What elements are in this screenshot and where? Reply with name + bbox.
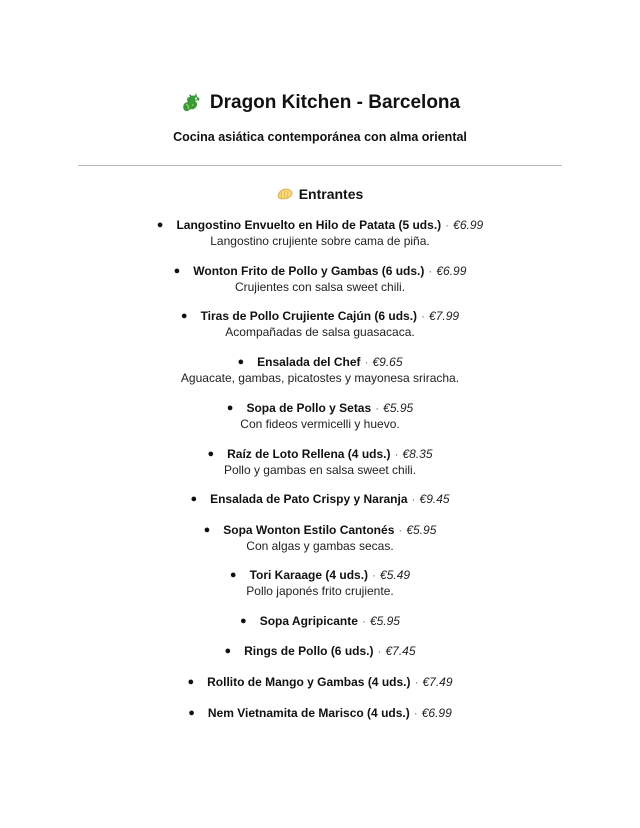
menu-item — [0, 400, 640, 432]
bullet-icon: ● — [237, 356, 245, 368]
title-text: Dragon Kitchen - Barcelona — [209, 92, 461, 113]
menu-item-description: Con algas y gambas secas. — [246, 539, 394, 553]
bullet-icon: ● — [240, 615, 247, 627]
menu-item — [0, 217, 640, 249]
price-separator: · — [372, 568, 377, 582]
section-title: Entrantes — [298, 186, 364, 202]
price-separator: · — [375, 401, 380, 415]
menu-item-price: €6.99 — [421, 706, 452, 720]
price-separator: · — [414, 675, 419, 689]
menu-item — [0, 522, 640, 554]
bullet-icon: ● — [207, 448, 215, 460]
menu-item-line — [0, 446, 640, 462]
menu-item-price: €5.95 — [406, 523, 437, 537]
dumpling-icon — [277, 188, 293, 200]
bullet-icon: ● — [188, 707, 195, 719]
menu-item-description: Crujientes con salsa sweet chili. — [234, 280, 406, 294]
menu-item-name: Tori Karaage (4 uds.) — [249, 568, 369, 582]
bullet-icon: ● — [226, 402, 234, 414]
section-heading — [0, 186, 640, 202]
menu-item-price: €6.99 — [453, 218, 484, 232]
price-separator: · — [411, 492, 416, 506]
bullet-icon: ● — [173, 265, 181, 277]
menu-item-description: Con fideos vermicelli y huevo. — [240, 417, 400, 431]
dragon-icon — [180, 92, 202, 114]
menu-item-description: Pollo japonés frito crujiente. — [246, 584, 394, 598]
horizontal-divider — [78, 165, 562, 166]
menu-item-price: €9.65 — [372, 355, 403, 369]
bullet-icon: ● — [203, 524, 211, 536]
menu-item-line — [0, 400, 640, 416]
menu-item — [0, 446, 640, 478]
price-separator: · — [413, 706, 418, 720]
menu-item — [0, 613, 640, 629]
bullet-icon: ● — [187, 676, 195, 688]
menu-item-name: Nem Vietnamita de Marisco (4 uds.) — [207, 706, 410, 720]
menu-item — [0, 308, 640, 340]
menu-item-line — [0, 354, 640, 370]
menu-item-name: Ensalada del Chef — [257, 355, 361, 369]
bullet-icon: ● — [156, 219, 164, 231]
menu-item-line — [0, 674, 640, 690]
menu-item-description: Pollo y gambas en salsa sweet chili. — [223, 463, 417, 477]
menu-item — [0, 263, 640, 295]
price-separator: · — [445, 218, 450, 232]
menu-item — [0, 491, 640, 507]
menu-item — [0, 567, 640, 599]
menu-item-line — [0, 308, 640, 324]
menu-item-price: €5.95 — [369, 614, 400, 628]
menu-item-name: Sopa Agripicante — [259, 614, 358, 628]
menu-item-name: Sopa de Pollo y Setas — [246, 401, 372, 415]
menu-item — [0, 674, 640, 690]
menu-item-name: Ensalada de Pato Crispy y Naranja — [210, 492, 408, 506]
price-separator: · — [394, 447, 399, 461]
menu-item-price: €6.99 — [436, 264, 467, 278]
menu-item-price: €7.49 — [422, 675, 453, 689]
price-separator: · — [398, 523, 403, 537]
menu-item-price: €7.45 — [385, 644, 416, 658]
menu-item — [0, 354, 640, 386]
menu-item-line — [0, 613, 640, 629]
page-subtitle: Cocina asiática contemporánea con alma oriental — [173, 130, 467, 144]
menu-item-line — [0, 522, 640, 538]
menu-item — [0, 705, 640, 721]
menu-item — [0, 643, 640, 659]
menu-item-line — [0, 491, 640, 507]
menu-item-price: €8.35 — [402, 447, 433, 461]
price-separator: · — [421, 309, 426, 323]
price-separator: · — [364, 355, 369, 369]
menu-item-name: Wonton Frito de Pollo y Gambas (6 uds.) — [193, 264, 425, 278]
menu-item-description: Aguacate, gambas, picatostes y mayonesa sriracha. — [180, 371, 460, 385]
bullet-icon: ● — [224, 645, 232, 657]
price-separator: · — [428, 264, 433, 278]
menu-item-line — [0, 705, 640, 721]
menu-item-name: Raíz de Loto Rellena (4 uds.) — [227, 447, 391, 461]
menu-item-name: Rollito de Mango y Gambas (4 uds.) — [207, 675, 411, 689]
menu-item-name: Rings de Pollo (6 uds.) — [244, 644, 374, 658]
price-separator: · — [361, 614, 366, 628]
menu-item-name: Tiras de Pollo Crujiente Cajún (6 uds.) — [200, 309, 418, 323]
page-title — [0, 92, 640, 114]
bullet-icon: ● — [180, 310, 188, 322]
bullet-icon: ● — [190, 493, 198, 505]
menu-item-price: €5.95 — [383, 401, 414, 415]
price-separator: · — [377, 644, 382, 658]
menu-item-description: Acompañadas de salsa guasacaca. — [225, 325, 415, 339]
menu-item-name: Sopa Wonton Estilo Cantonés — [223, 523, 395, 537]
bullet-icon: ● — [229, 569, 237, 581]
menu-item-price: €7.99 — [429, 309, 460, 323]
menu-item-price: €5.49 — [380, 568, 411, 582]
menu-item-line — [0, 567, 640, 583]
menu-item-line — [0, 217, 640, 233]
menu-item-description: Langostino crujiente sobre cama de piña. — [210, 234, 430, 248]
menu-item-line — [0, 643, 640, 659]
menu-item-name: Langostino Envuelto en Hilo de Patata (5 uds.) — [176, 218, 442, 232]
menu-item-line — [0, 263, 640, 279]
menu-item-price: €9.45 — [419, 492, 450, 506]
